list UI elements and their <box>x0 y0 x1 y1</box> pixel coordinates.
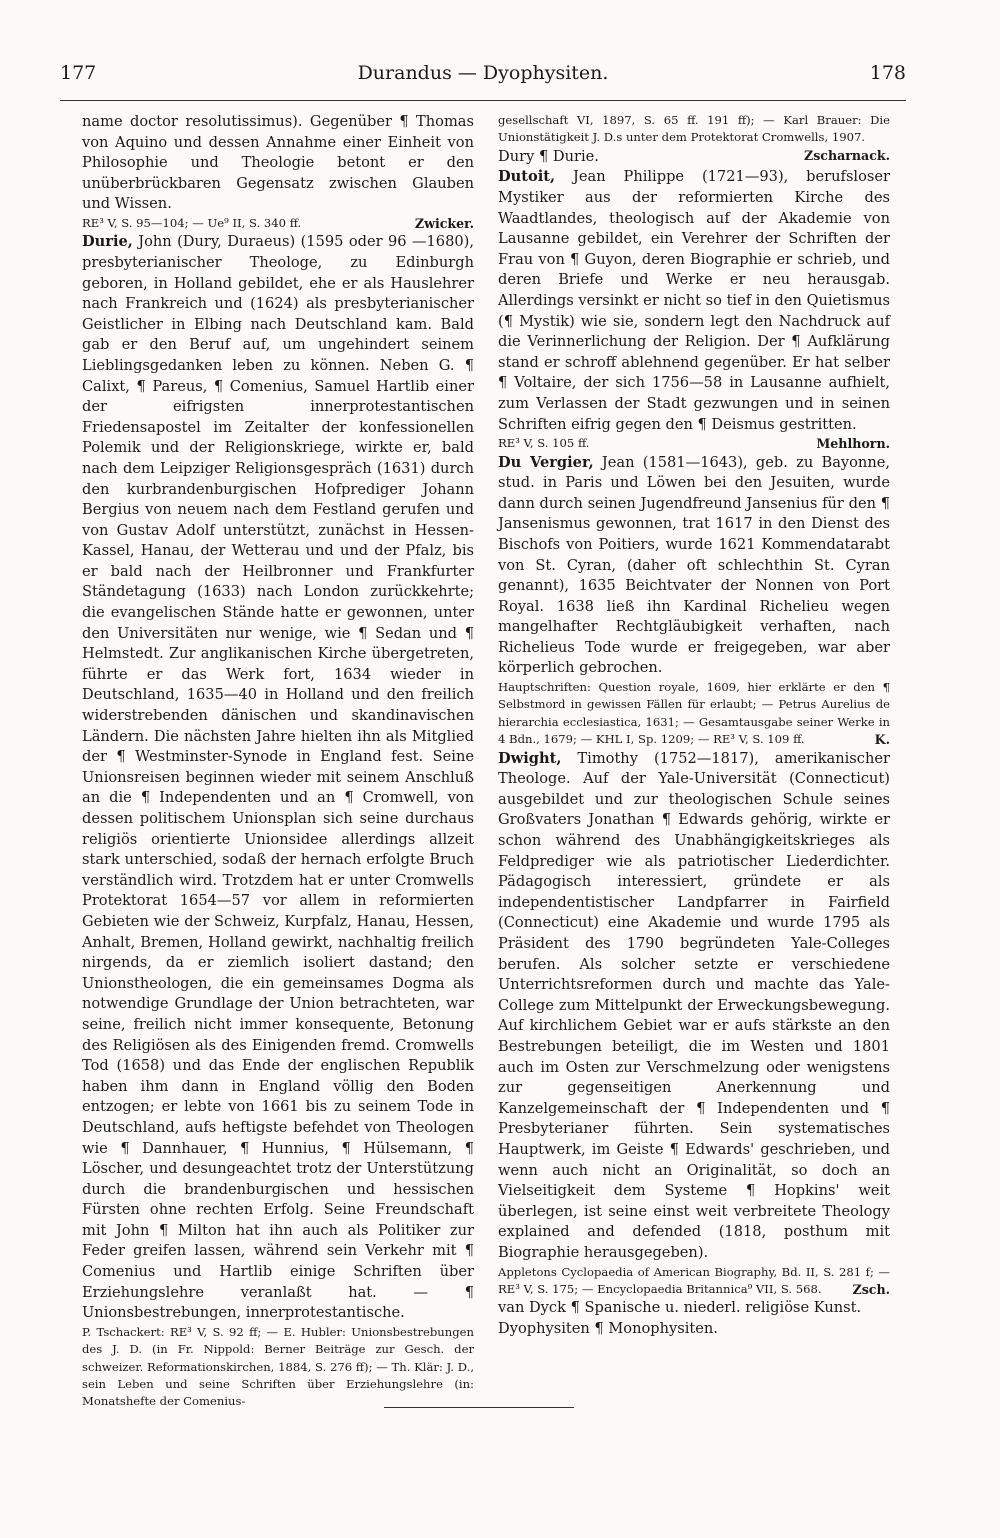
bibliography-du-vergier <box>498 679 890 749</box>
entry-durie <box>82 232 474 1323</box>
page-number-right: 178 <box>869 62 906 84</box>
bib-text: RE³ V, S. 95—104; — Ue⁹ II, S. 340 ff. <box>82 215 302 230</box>
bibliography-durie: P. Tschackert: RE³ V, S. 92 ff; — E. Hubler: Unionsbestrebungen des J. D. (in Fr. Nippold: Berner Beiträge zur Gesch. der schweizer. Reformationskirchen, 1884, S. 276 ff); — Th. Klär: J. D., sein Leben und seine Schriften über Erziehungslehre (in: Monatshefte der Comenius- <box>82 1324 474 1409</box>
entry-du-vergier <box>498 453 890 680</box>
bibliography-dwight <box>498 1264 890 1299</box>
durandus-continuation: name doctor resolutissimus). Gegenüber ¶ Thomas von Aquino und dessen Annahme einer Einheit von Philosophie und Theologie betont er den unüberbrückbaren Gegensatz zwischen Glauben und Wissen. <box>82 113 474 213</box>
bibliography-dutoit <box>498 435 890 452</box>
entry-van-dyck-crossref: van Dyck ¶ Spanische u. niederl. religiöse Kunst. <box>498 1299 862 1317</box>
footer-rule <box>384 1407 574 1408</box>
page-header <box>60 62 906 98</box>
right-column <box>498 112 890 1340</box>
header-rule <box>60 100 906 101</box>
entry-headword: Du Vergier, <box>498 453 594 471</box>
entry-text: Jean (1581—1643), geb. zu Bayonne, stud. in Paris und Löwen bei den Jesuiten, wurde dann durch seinen Jugendfreund Jansenius für den ¶ Jansenismus gewonnen, trat 1617 in den Dienst des Bischofs von Poitiers, wurde 1621 Kommendatarabt von St. Cyran, (daher oft schlechthin St. Cyran genannt), 1635 Beichtvater der Nonnen von Port Royal. 1638 ließ ihn Kardinal Richelieu wegen mangelhafter Rechtgläubigkeit verhaften, nach Richelieus Tode wurde er freigegeben, war aber körperlich gebrochen. <box>498 453 891 677</box>
entry-dutoit <box>498 167 890 435</box>
entry-headword: Dutoit, <box>498 168 556 186</box>
entry-dwight <box>498 749 890 1264</box>
bibliography-durandus <box>82 215 474 232</box>
bib-text: Appletons Cyclopaedia of American Biography, Bd. II, S. 281 f; — RE³ V, S. 175; — Encyclopaedia Britannica⁹ VII, S. 568. <box>498 1264 890 1296</box>
running-title: Durandus — Dyophysiten. <box>357 62 609 84</box>
bib-text: gesellschaft VI, 1897, S. 65 ff. 191 ff); — Karl Brauer: Die Unionstätigkeit J. D.s unter dem Protektorat Cromwells, 1907. <box>498 113 890 145</box>
entry-dury-crossref: Dury ¶ Durie. <box>498 147 599 165</box>
entry-text: Timothy (1752—1817), amerikanischer Theologe. Auf der Yale-Universität (Connecticut) ausgebildet und zur theologischen Schule seines Großvaters Jonathan ¶ Edwards gehörig, wirkte er schon während des Unabhängigkeitskrieges als Feldprediger wie als patriotischer Liederdichter. Pädagogisch interessiert, gründete er als independentistischer Landpfarrer in Fairfield (Connecticut) eine Akademie und wurde 1795 als Präsident des 1790 begründeten Yale-Colleges berufen. Als solcher setzte er verschiedene Unterrichtsreformen durch und machte das Yale-College zum Mittelpunkt der Erweckungsbewegung. Auf kirchlichem Gebiet war er aufs stärkste an den Bestrebungen beteiligt, die im Westen und 1801 auch im Osten zur Verschmelzung oder wenigstens zur gegenseitigen Anerkennung und Kanzelgemeinschaft der ¶ Independenten und ¶ Presbyterianer führten. Sein systematisches Hauptwerk, im Geiste ¶ Edwards' geschrieben, und wenn auch nicht an Originalität, so doch an Vielseitigkeit dem Systeme ¶ Hopkins' weit überlegen, ist seine einst weit verbreitete Theology explained and defended (1818, posthum mit Biographie herausgegeben). <box>498 749 890 1261</box>
entry-text: John (Dury, Duraeus) (1595 oder 96 —1680), presbyterianischer Theologe, zu Edinburgh geboren, in Holland gebildet, ehe er als Hauslehrer nach Frankreich und (1624) als presbyterianischer Geistlicher in Elbing nach Deutschland kam. Bald gab er den Beruf auf, um ungehindert seinem Lieblingsgedanken leben zu können. Neben G. ¶ Calixt, ¶ Pareus, ¶ Comenius, Samuel Hartlib einer der eifrigsten innerprotestantischen Friedensapostel im Zeitalter der konfessionellen Polemik und der Religionskriege, wirkte er, bald nach dem Leipziger Religionsgespräch (1631) durch den kurbrandenburgischen Hofprediger Johann Bergius von neuem nach dem Festland gerufen und von Gustav Adolf unterstützt, zunächst in Hessen-Kassel, Hanau, der Wetterau und und der Pfalz, bis er bald nach der Heilbronner und Frankfurter Ständetagung (1633) nach London zurückkehrte; die evangelischen Stände hatte er gewonnen, unter den Universitäten nur wenige, wie ¶ Sedan und ¶ Helmstedt. Zur anglikanischen Kirche übergetreten, führte er das Werk fort, 1634 wieder in Deutschland, 1635—40 in Holland und den freilich widerstrebenden dänischen und skandinavischen Ländern. Die nächsten Jahre hielten ihn als Mitglied der ¶ Westminster-Synode in England fest. Seine Unionsreisen beginnen wieder mit seinem Anschluß an die ¶ Independenten und an ¶ Cromwell, von dessen politischem Unionsplan sich seine durchaus religiös orientierte Unionsidee allerdings allzeit stark unterschied, sodaß der hernach erfolgte Bruch verständlich wird. Trotzdem hat er unter Cromwells Protektorat 1654—57 vor allem in reformierten Gebieten wie der Schweiz, Kurpfalz, Hanau, Hessen, Anhalt, Bremen, Holland gewirkt, nachhaltig freilich nirgends, da er ziemlich isoliert dastand; den Unionstheologen, die ein gemeinsames Dogma als notwendige Grundlage der Union betrachteten, war seine, freilich nicht immer konsequente, Betonung des Religiösen als des Einigenden fremd. Cromwells Tod (1658) und das Ende der englischen Republik haben ihm dann in England völlig den Boden entzogen; er lebte von 1661 bis zu seinem Tode in Deutschland, aufs heftigste befehdet von Theologen wie ¶ Dannhauer, ¶ Hunnius, ¶ Hülsemann, ¶ Löscher, und desungeachtet trotz der Unterstützung durch die brandenburgischen und hessischen Fürsten ohne rechten Erfolg. Seine Freundschaft mit John ¶ Milton hat ihn auch als Politiker zur Feder greifen lassen, während sein Verkehr mit ¶ Comenius und Hartlib einige Schriften über Erziehungslehre veranlaßt hat. — ¶ Unionsbestrebungen, innerprotestantische. <box>82 233 474 1322</box>
entry-headword: Durie, <box>82 233 133 251</box>
entry-text: Jean Philippe (1721—93), berufsloser Mystiker aus der reformierten Kirche des Waadtlandes, theologisch auf der Akademie von Lausanne gebildet, ein Verehrer der Schriften der Frau von ¶ Guyon, deren Biographie er schrieb, und deren Briefe und Werke er neu herausgab. Allerdings versinkt er nicht so tief in den Quietismus (¶ Mystik) wie sie, sondern legt den Nachdruck auf die Verinnerlichung der Religion. Der ¶ Aufklärung stand er schroff ablehnend gegenüber. Er hat selber ¶ Voltaire, der sich 1756—58 in Lausanne aufhielt, zum Verlassen der Stadt gezwungen und in seinen Schriften eifrig gegen den ¶ Deismus gestritten. <box>498 168 890 433</box>
bib-text: RE³ V, S. 105 ff. <box>498 436 590 451</box>
author-signature: K. <box>874 732 890 748</box>
bib-text: Hauptschriften: Question royale, 1609, hier erklärte er den ¶ Selbstmord in gewissen Fällen für erlaubt; — Petrus Aurelius de hierarchia ecclesiastica, 1631; — Gesamtausgabe seiner Werke in 4 Bdn., 1679; — KHL I, Sp. 1209; — RE³ V, S. 109 ff. <box>498 680 890 747</box>
author-signature: Zsch. <box>852 1281 890 1297</box>
entry-headword: Dwight, <box>498 749 562 767</box>
left-column <box>82 112 474 1411</box>
author-signature: Mehlhorn. <box>816 436 890 452</box>
entry-dyophysiten-crossref: Dyophysiten ¶ Monophysiten. <box>498 1319 718 1337</box>
author-signature: Zwicker. <box>414 215 474 231</box>
author-signature: Zscharnack. <box>804 147 890 163</box>
page-number-left: 177 <box>60 62 97 84</box>
